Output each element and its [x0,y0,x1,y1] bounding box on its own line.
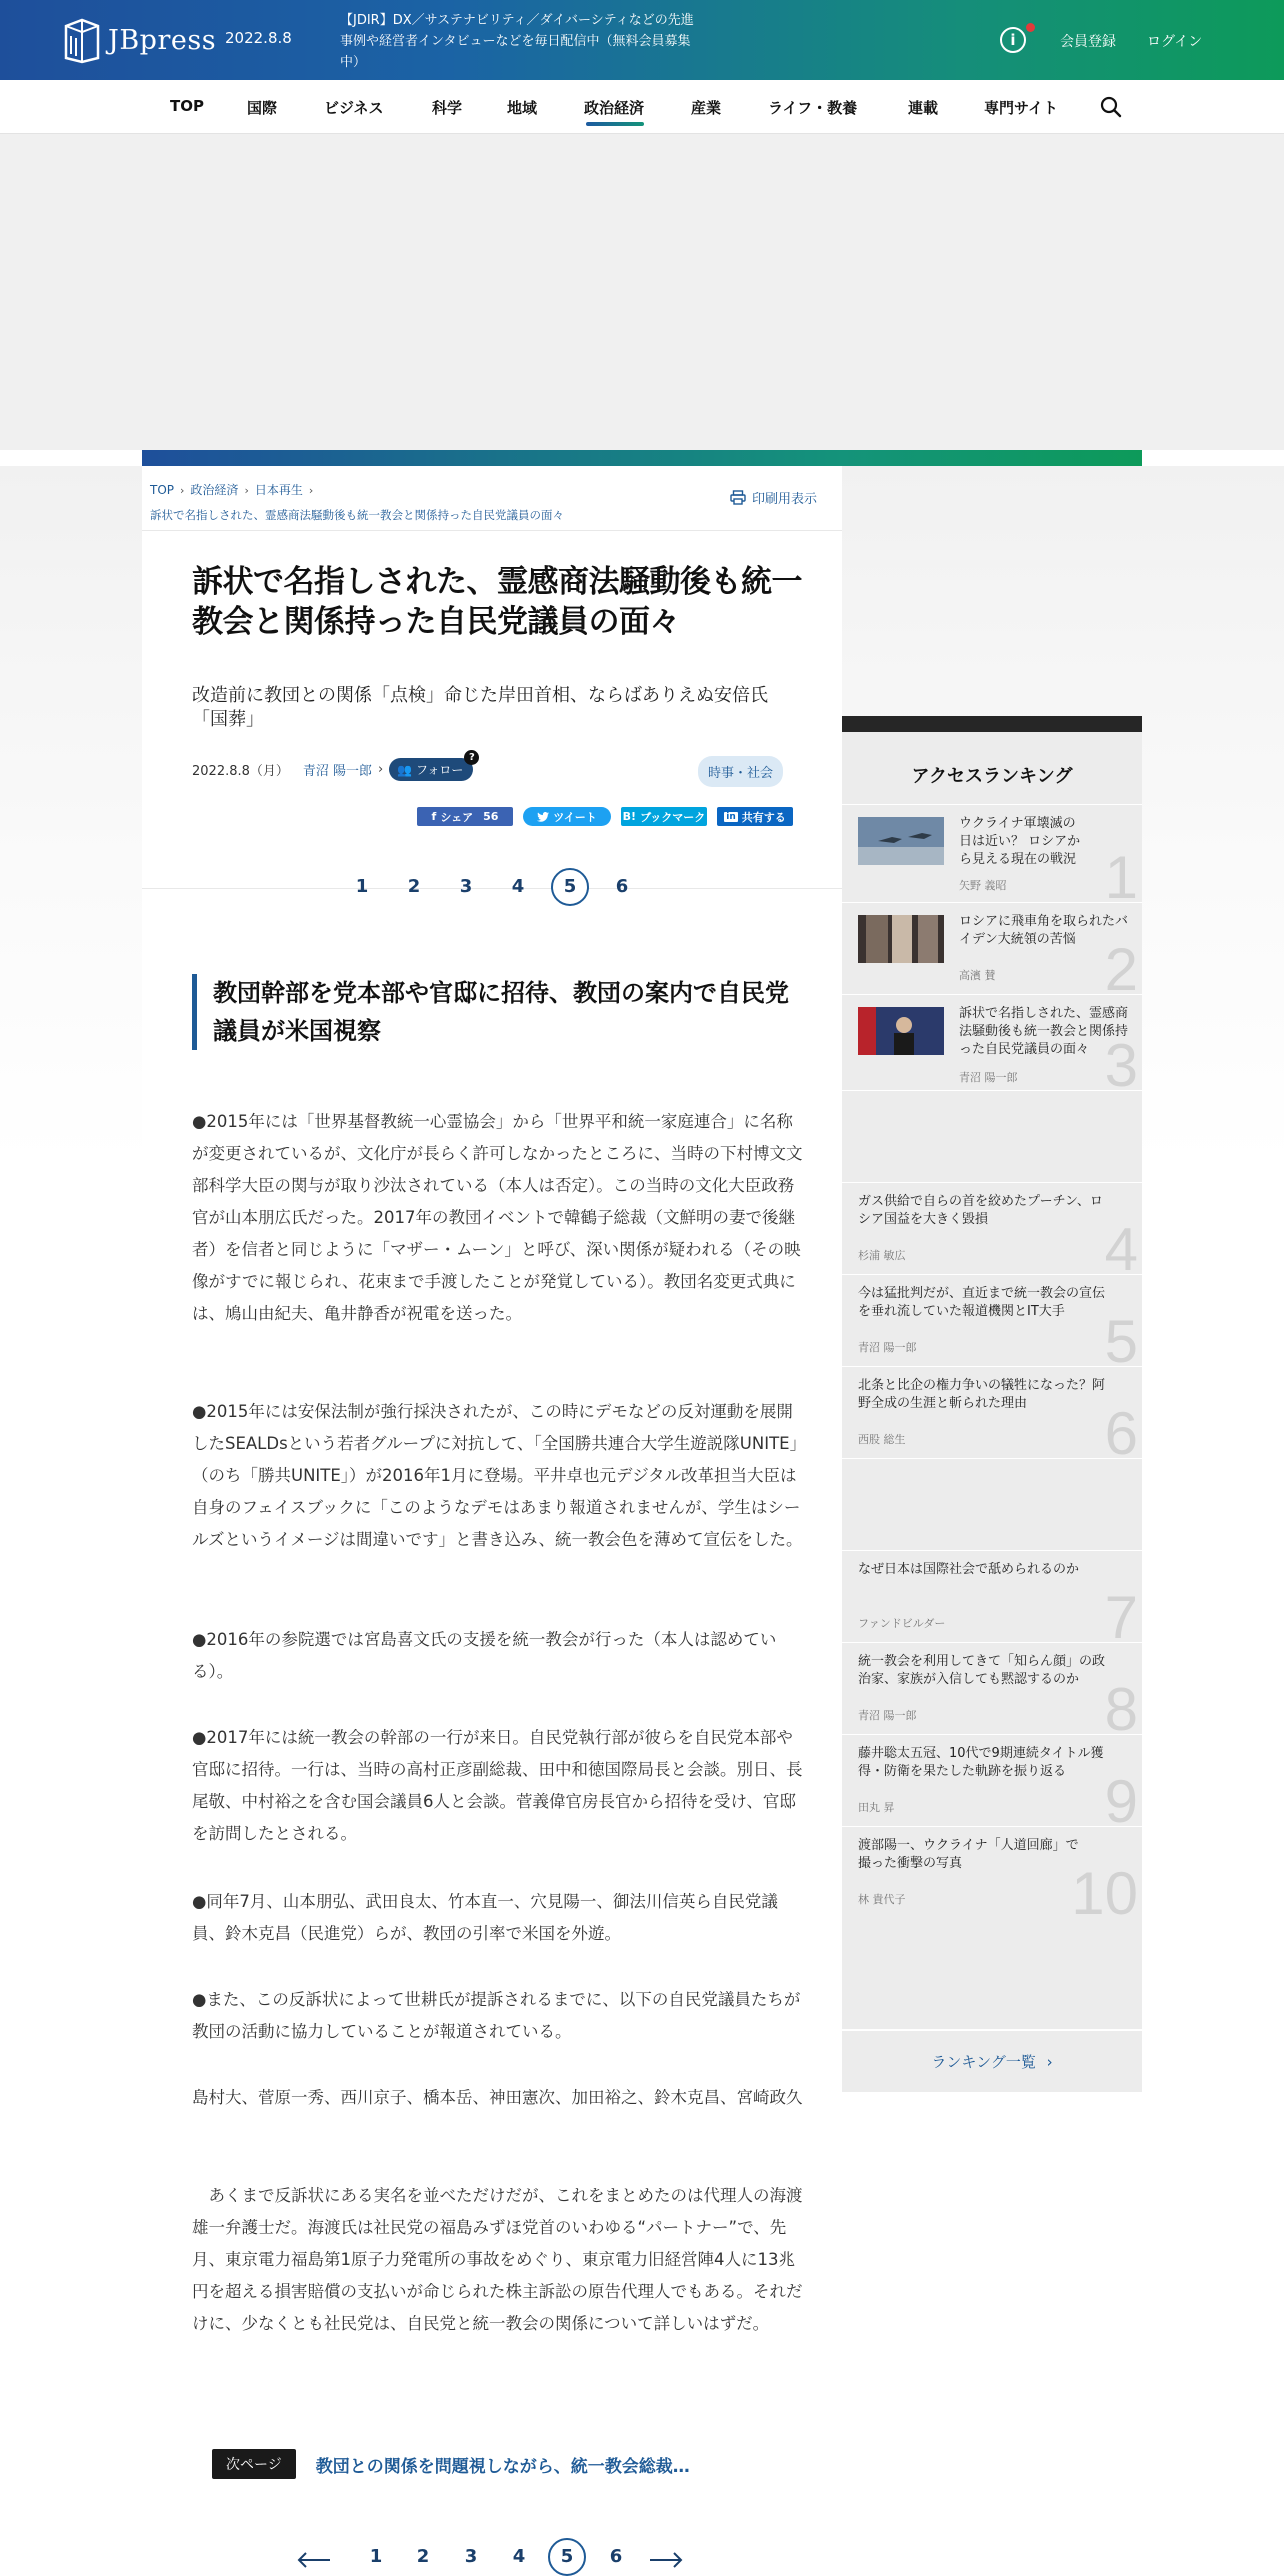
ranking-number: 2 [1104,936,1138,994]
nav-item-region[interactable]: 地域 [507,99,538,117]
next-page-title-link[interactable]: 教団との関係を問題視しながら、統一教会総裁… [315,2456,690,2477]
ranking-item-5[interactable] [842,1274,1142,1366]
breadcrumb-separator: › [180,484,185,497]
ranking-item-2[interactable] [842,902,1142,994]
ranking-item-6[interactable] [842,1366,1142,1458]
ranking-list-link[interactable] [842,2029,1142,2092]
ranking-number: 1 [1104,844,1138,902]
page-link-6[interactable]: 6 [609,2546,623,2567]
ranking-item-author: 林 貴代子 [858,1893,906,1906]
header-promo-link[interactable]: 【JDIR】DX／サステナビリティ／ダイバーシティなどの先進事例や経営者インタビューなどを毎日配信中（無料会員募集中） [340,13,694,70]
ranking-item-title: ウクライナ軍壊滅の日は近い？ ロシアから見える現在の戦況 [959,816,1081,867]
nav-item-life-culture[interactable]: ライフ・教養 [768,99,858,117]
ranking-item-author: 西股 総生 [858,1433,906,1446]
facebook-share-label: シェア [440,810,474,824]
ranking-ad-slot [842,1458,1142,1550]
category-tag[interactable]: 時事・社会 [698,756,783,787]
ranking-item-3[interactable] [842,994,1142,1090]
main-nav [0,80,1284,134]
pagination-top [142,868,842,898]
ranking-list-label: ランキング一覧 [931,2053,1036,2071]
next-page-button[interactable]: 次ページ [212,2449,296,2479]
divider [142,530,842,531]
logo-text: JBpress [108,24,217,56]
notification-dot [1026,23,1035,32]
ranking-number: 3 [1104,1032,1138,1090]
ranking-item-title: なぜ日本は国際社会で舐められるのか [858,1562,1080,1577]
article-paragraph: ●2015年には「世界基督教統一心霊協会」から「世界平和統一家庭連合」に名称が変更されているが、文化庁が長らく許可しなかったところに、当時の下村博文文部科学大臣の関与が取り沙汰されている（本人は否定）。この当時の文化大臣政務官が山本朋広氏だった。2017年の教団イベントで韓鶴子総裁（文鮮明の妻で後継者）を信者と同じように「マザー・ムーン」と呼び、深い関係が疑われる（その映像がすでに報じられ、花束まで手渡したことが発覚している）。教団名変更式典には、鳩山由紀夫、亀井静香が祝電を送った。 [192,1112,803,1323]
page-link-5-current[interactable]: 5 [551,868,589,906]
ranking-item-7[interactable] [842,1550,1142,1642]
arrow-right-icon[interactable] [648,2552,684,2568]
ranking-header-bar [842,716,1142,732]
ranking-item-title: ロシアに飛車角を取られたバイデン大統領の苦悩 [959,914,1129,947]
linkedin-icon: in [726,811,736,822]
ranking-number: 6 [1104,1400,1138,1458]
ranking-item-author: 青沼 陽一郎 [959,1071,1018,1084]
search-icon[interactable] [1100,96,1122,118]
nav-item-politics-economy[interactable]: 政治経済 [584,99,645,117]
ranking-item-1[interactable] [842,804,1142,902]
nav-active-indicator [586,122,644,126]
thumbnail-press-conference [858,1007,944,1055]
author-chevron-icon: › [378,762,384,777]
article-subtitle: 改造前に教団との関係「点検」命じた岸田首相、ならばありえぬ安倍氏「国葬」 [192,685,768,730]
article-paragraph: ●また、この反訴状によって世耕氏が提訴されるまでに、以下の自民党議員たちが教団の活動に協力していることが報道されている。 [192,1990,801,2041]
facebook-share-button[interactable] [417,807,513,826]
article-date: 2022.8.8（月） [192,764,289,779]
nav-item-series[interactable]: 連載 [908,99,939,117]
ranking-item-author: 矢野 義昭 [959,879,1007,892]
share-buttons [417,807,793,826]
help-icon[interactable]: ? [464,750,479,765]
print-view-label: 印刷用表示 [752,492,818,507]
ranking-number: 8 [1104,1676,1138,1734]
ranking-item-author: 杉浦 敏広 [858,1249,906,1262]
article-paragraph: ●2017年には統一教会の幹部の一行が来日。自民党執行部が彼らを自民党本部や官邸に招待。一行は、当時の高村正彦副総裁、田中和徳国際局長と会談。別日、長尾敬、中村裕之を含む国会議員6人と会談。菅義偉官房長官から招待を受け、官邸を訪問したとされる。 [192,1728,803,1843]
site-logo[interactable] [62,16,216,64]
ranking-item-9[interactable] [842,1734,1142,1826]
article-paragraph: ●同年7月、山本朋弘、武田良太、竹本直一、穴見陽一、御法川信英ら自民党議員、鈴木克昌（民進党）らが、教団の引率で米国を外遊。 [192,1892,778,1943]
ranking-item-title: 北条と比企の権力争いの犠牲になった？阿野全成の生涯と斬られた理由 [858,1378,1106,1411]
follow-label: フォロー [416,763,464,777]
ranking-item-author: 青沼 陽一郎 [858,1341,917,1354]
article-title: 訴状で名指しされた、霊感商法騒動後も統一教会と関係持った自民党議員の面々 [192,564,802,640]
ranking-item-8[interactable] [842,1642,1142,1734]
linkedin-share-button[interactable] [717,807,793,826]
next-page-row [212,2449,690,2479]
ranking-item-author: 青沼 陽一郎 [858,1709,917,1722]
ranking-item-title: 今は猛批判だが、直近まで統一教会の宣伝を垂れ流していた報道機関とIT大手 [858,1286,1106,1319]
header-date: 2022.8.8 [225,29,292,47]
hatena-bookmark-button[interactable] [621,807,707,826]
register-link[interactable]: 会員登録 [1060,34,1116,50]
nav-item-specialty-sites[interactable]: 専門サイト [984,99,1058,117]
ranking-number: 5 [1104,1308,1138,1366]
pagination-bottom [0,2538,842,2568]
ranking-item-title: ガス供給で自らの首を絞めたプーチン、ロシア国益を大きく毀損 [858,1194,1103,1227]
info-icon[interactable]: i [1000,27,1026,53]
nav-item-industry[interactable]: 産業 [691,99,722,117]
breadcrumb-separator: › [308,484,314,497]
ranking-number: 7 [1104,1584,1138,1642]
site-header [0,0,1284,80]
breadcrumb-item-top[interactable]: TOP [150,483,175,497]
ranking-item-author: 高濱 賛 [959,969,996,982]
twitter-share-button[interactable] [523,807,611,826]
hatena-bookmark-label: ブックマーク [640,810,706,824]
page-link-5-current[interactable]: 5 [548,2538,586,2576]
nav-item-international[interactable]: 国際 [247,99,278,117]
facebook-share-count: 56 [483,810,499,823]
ranking-item-4[interactable] [842,1182,1142,1274]
breadcrumb-item-nihon-saisei[interactable]: 日本再生 [254,483,303,497]
article-paragraph: あくまで反訴状にある実名を並べただけだが、これをまとめたのは代理人の海渡雄一弁護士だ。海渡氏は社民党の福島みずほ党首のいわゆる“パートナー”で、先月、東京電力福島第1原子力発電所の事故をめぐり、東京電力旧経営陣4人に13兆円を超える損害賠償の支払いが命じられた株主訴訟の原告代理人でもある。それだけに、少なくとも社民党は、自民党と統一教会の関係について詳しいはずだ。 [192,2186,803,2333]
logo-mark-icon [62,16,102,64]
breadcrumb-item-politics-economy[interactable]: 政治経済 [190,483,239,497]
ranking-title: アクセスランキング [911,766,1073,787]
thumbnail-military-jets [858,817,944,865]
article [142,466,842,2568]
ranking-ad-slot [842,1090,1142,1182]
follow-button[interactable] [389,752,475,781]
section-heading: 教団幹部を党本部や官邸に招待、教団の案内で自民党議員が米国視察 [192,974,792,1050]
ranking-item-10[interactable] [842,1826,1142,1918]
ranking-number: 10 [1071,1860,1138,1918]
page-link-1[interactable]: 1 [369,2546,383,2567]
page-link-3[interactable]: 3 [464,2546,478,2567]
article-paragraph: ●2016年の参院選では宮島喜文氏の支援を統一教会が行った（本人は認めている）。 [192,1630,777,1681]
ranking-item-title: 統一教会を利用してきて「知らん顔」の政治家、家族が入信しても黙認するのか [858,1654,1106,1687]
article-paragraph: 島村大、菅原一秀、西川京子、橋本岳、神田憲次、加田裕之、鈴木克昌、宮崎政久 [192,2088,803,2107]
page-link-2[interactable]: 2 [407,876,421,897]
article-paragraph: ●2015年には安保法制が強行採決されたが、この時にデモなどの反対運動を展開したSEALDsという若者グループに対抗して、「全国勝共連合大学生遊説隊UNITE」（のち「勝共UNITE」）が2016年1月に登場。平井卓也元デジタル改革担当大臣は自身のフェイスブックに「このようなデモはあまり報道されませんが、学生はシールズというイメージは間違いです」と書き込み、統一教会色を薄めて宣伝をした。 [192,1402,803,1549]
login-link[interactable]: ログイン [1147,34,1203,50]
ranking-number: 9 [1104,1768,1138,1826]
access-ranking [842,716,1142,2092]
ranking-item-author: ファンドビルダー [858,1617,946,1630]
page-link-6[interactable]: 6 [615,876,629,897]
breadcrumb [150,478,830,527]
article-meta [192,752,475,781]
brand-strip [142,450,1142,466]
ranking-number: 4 [1104,1216,1138,1274]
author-link[interactable]: 青沼 陽一郎 [302,764,373,779]
ranking-item-title: 渡部陽一、ウクライナ「人道回廊」で撮った衝撃の写真 [858,1838,1079,1871]
linkedin-share-label: 共有する [741,810,786,824]
hatena-bookmark-icon: B! [622,810,637,823]
arrow-left-icon[interactable] [296,2552,332,2568]
facebook-icon: f [431,810,437,823]
page-link-1[interactable]: 1 [355,876,369,897]
add-user-icon: 👥 [397,763,413,777]
twitter-share-label: ツイート [553,810,597,824]
twitter-bird-icon [537,812,549,822]
page-link-3[interactable]: 3 [459,876,473,897]
printer-icon [730,490,746,505]
ranking-item-title: 藤井聡太五冠、10代で9期連続タイトル獲得・防衛を果たした軌跡を振り返る [858,1746,1104,1779]
print-view-link[interactable] [730,488,817,507]
ad-banner-area [0,134,1284,450]
page-link-2[interactable]: 2 [416,2546,430,2567]
thumbnail-portraits [858,915,944,963]
nav-item-business[interactable]: ビジネス [324,99,384,117]
breadcrumb-current[interactable]: 訴状で名指しされた、霊感商法騒動後も統一教会と関係持った自民党議員の面々 [150,508,564,522]
page-link-4[interactable]: 4 [511,876,525,897]
ranking-item-author: 田丸 昇 [858,1801,895,1814]
chevron-right-icon: › [1046,2053,1053,2071]
nav-item-top[interactable]: TOP [170,97,204,115]
nav-item-science[interactable]: 科学 [432,99,463,117]
ranking-item-title: 訴状で名指しされた、霊感商法騒動後も統一教会と関係持った自民党議員の面々 [959,1006,1129,1057]
breadcrumb-separator: › [244,484,249,497]
page-link-4[interactable]: 4 [512,2546,526,2567]
